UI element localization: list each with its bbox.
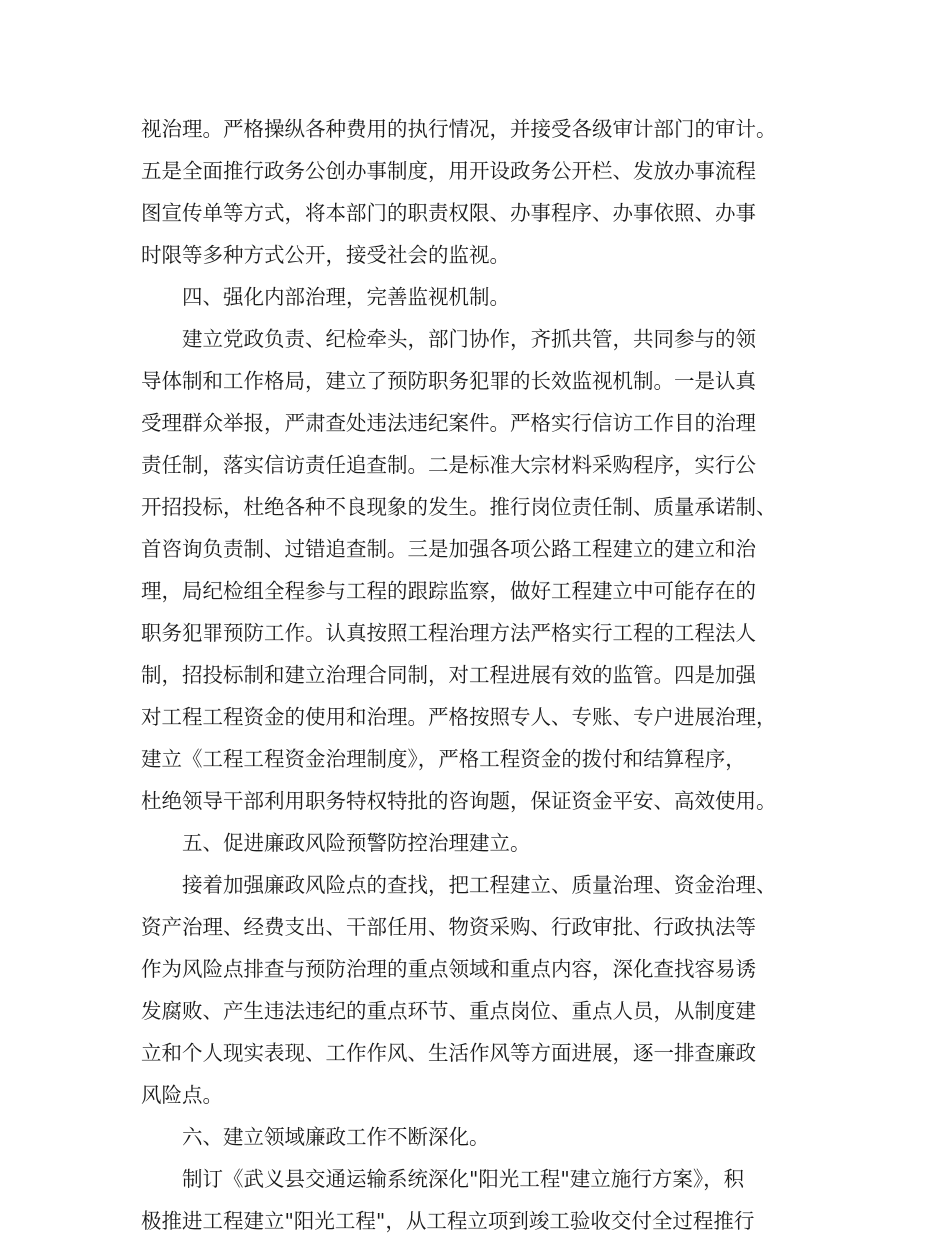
- text-line: 开招投标，杜绝各种不良现象的发生。推行岗位责任制、质量承诺制、: [141, 495, 777, 519]
- text-line: 导体制和工作格局，建立了预防职务犯罪的长效监视机制。一是认真: [141, 369, 756, 393]
- text-line: 发腐败、产生违法违纪的重点环节、重点岗位、重点人员，从制度建: [141, 999, 756, 1023]
- paragraph-start-line: 建立党政负责、纪检牵头，部门协作，齐抓共管，共同参与的领: [182, 327, 756, 351]
- text-line: 制，招投标制和建立治理合同制，对工程进展有效的监管。四是加强: [141, 663, 756, 687]
- text-line: 时限等多种方式公开，接受社会的监视。: [141, 243, 510, 267]
- text-line: 建立《工程工程资金治理制度》，严格工程资金的拨付和结算程序，: [141, 747, 746, 771]
- paragraph-start-line: 接着加强廉政风险点的查找，把工程建立、质量治理、资金治理、: [182, 873, 777, 897]
- text-line: 图宣传单等方式，将本部门的职责权限、办事程序、办事依照、办事: [141, 201, 756, 225]
- text-line: 立和个人现实表现、工作作风、生活作风等方面进展，逐一排查廉政: [141, 1041, 756, 1065]
- text-line: 作为风险点排查与预防治理的重点领域和重点内容，深化查找容易诱: [141, 957, 756, 981]
- text-line: 极推进工程建立"阳光工程"，从工程立项到竣工验收交付全过程推行: [141, 1209, 755, 1233]
- text-line: 杜绝领导干部利用职务特权特批的咨询题，保证资金平安、高效使用。: [141, 789, 777, 813]
- text-line: 职务犯罪预防工作。认真按照工程治理方法严格实行工程的工程法人: [141, 621, 756, 645]
- text-line: 资产治理、经费支出、干部任用、物资采购、行政审批、行政执法等: [141, 915, 756, 939]
- text-line: 对工程工程资金的使用和治理。严格按照专人、专账、专户进展治理，: [141, 705, 777, 729]
- section-heading: 五、促进廉政风险预警防控治理建立。: [182, 831, 531, 855]
- text-line: 五是全面推行政务公创办事制度，用开设政务公开栏、发放办事流程: [141, 159, 756, 183]
- text-line: 视治理。严格操纵各种费用的执行情况，并接受各级审计部门的审计。: [141, 117, 777, 141]
- section-heading: 四、强化内部治理，完善监视机制。: [182, 285, 510, 309]
- text-line: 受理群众举报，严肃查处违法违纪案件。严格实行信访工作目的治理: [141, 411, 756, 435]
- text-line: 理，局纪检组全程参与工程的跟踪监察，做好工程建立中可能存在的: [141, 579, 756, 603]
- paragraph-start-line: 制订《武义县交通运输系统深化"阳光工程"建立施行方案》，积: [182, 1167, 745, 1191]
- text-line: 首咨询负责制、过错追查制。三是加强各项公路工程建立的建立和治: [141, 537, 756, 561]
- section-heading: 六、建立领域廉政工作不断深化。: [182, 1125, 490, 1149]
- text-line: 风险点。: [141, 1083, 223, 1107]
- text-line: 责任制，落实信访责任追查制。二是标准大宗材料采购程序，实行公: [141, 453, 756, 477]
